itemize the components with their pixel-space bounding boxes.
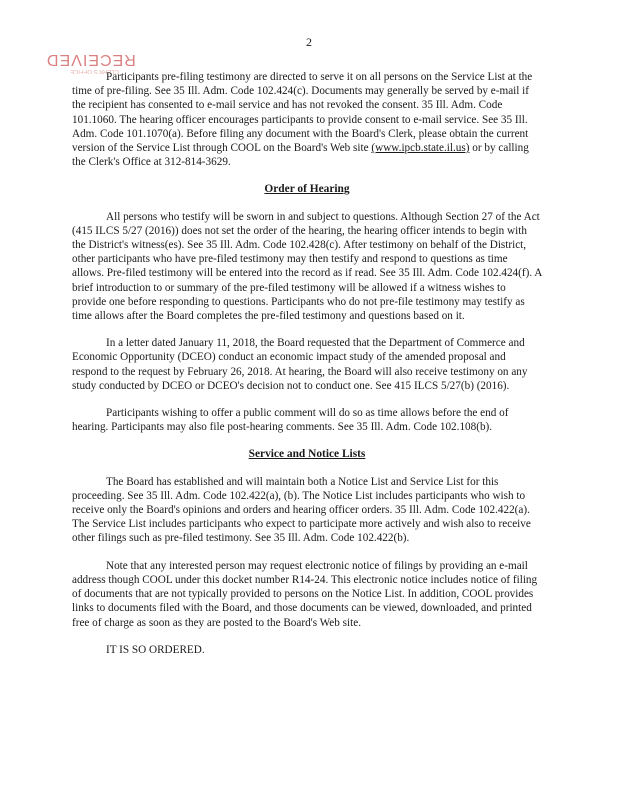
testimony-paragraph: All persons who testify will be sworn in and subject to questions. Although Section 27 of the Act (415 ILCS 5/27 (2016)) does not set the order of the hearing, the hearing officer intends to begin with the District's witness(es). See 35 Ill. Adm. Code 102.428(c). After testimony on behalf of the District, other participants who have pre-filed testimony may then testify and respond to questions as time allows. Pre-filed testimony will be entered into the record as if read. See 35 Ill. Adm. Code 102.424(f). A brief introduction to or summary of the pre-filed testimony will be allowed if a witness wishes to provide one before responding to questions. Participants who do not pre-file testimony may testify as time allows after the Board completes the pre-filed testimony and questions based on it.	[72, 210, 542, 323]
electronic-notice-paragraph: Note that any interested person may request electronic notice of filings by providing an e-mail address though COOL under this docket number R14-24. This electronic notice includes notice of filing of documents that are not typically provided to persons on the Notice List. In addition, COOL provides links to documents filed with the Board, and those documents can be viewed, downloaded, and printed free of charge as soon as they are posted to the Board's Web site.	[72, 559, 538, 629]
page-number: 2	[306, 35, 312, 49]
service-notice-lists-heading: Service and Notice Lists	[248, 448, 366, 461]
order-of-hearing-heading: Order of Hearing	[264, 183, 350, 196]
dceo-paragraph: In a letter dated January 11, 2018, the Board requested that the Department of Commerce and Economic Opportunity (DCEO) conduct an economic impact study of the amended proposal and respond to the request by February 26, 2018. At hearing, the Board will also receive testimony on any study conducted by DCEO or DCEO's decision not to conduct one. See 415 ILCS 5/27(b) (2016).	[72, 337, 528, 392]
service-paragraph-tail: or by calling the Clerk's Office at 312-814-3629.	[72, 142, 529, 169]
received-stamp: RECEIVED	[46, 51, 136, 68]
document-body	[72, 70, 542, 670]
board-website-link[interactable]: (www.ipcb.state.il.us)	[371, 142, 470, 155]
received-stamp-subtext: CLERK'S OFFICE	[70, 68, 119, 74]
service-paragraph-text: Participants pre-filing testimony are directed to serve it on all persons on the Service List at the time of pre-filing. See 35 Ill. Adm. Code 102.424(c). Documents may generally be served by e-mail if the recipient has consented to e-mail service and has not revoked the consent. 35 Ill. Adm. Code 101.1060. The hearing officer encourages participants to provide consent to e-mail service. See 35 Ill. Adm. Code 101.1070(a). Before filing any document with the Board's Clerk, please obtain the current version of the Service List through COOL on the Board's Web site	[72, 71, 533, 155]
public-comment-paragraph: Participants wishing to offer a public comment will do so as time allows before the end of hearing. Participants may also file post-hearing comments. See 35 Ill. Adm. Code 102.108(b).	[72, 407, 509, 434]
closing-order: IT IS SO ORDERED.	[106, 643, 205, 656]
service-paragraph	[72, 70, 542, 169]
lists-paragraph: The Board has established and will maintain both a Notice List and Service List for this proceeding. See 35 Ill. Adm. Code 102.422(a), (b). The Notice List includes participants who wish to receive only the Board's opinions and orders and hearing officer orders. 35 Ill. Adm. Code 102.422(a). The Service List includes participants who expect to participate more actively and wish also to receive other filings such as pre-filed testimony. See 35 Ill. Adm. Code 102.422(b).	[72, 475, 531, 545]
